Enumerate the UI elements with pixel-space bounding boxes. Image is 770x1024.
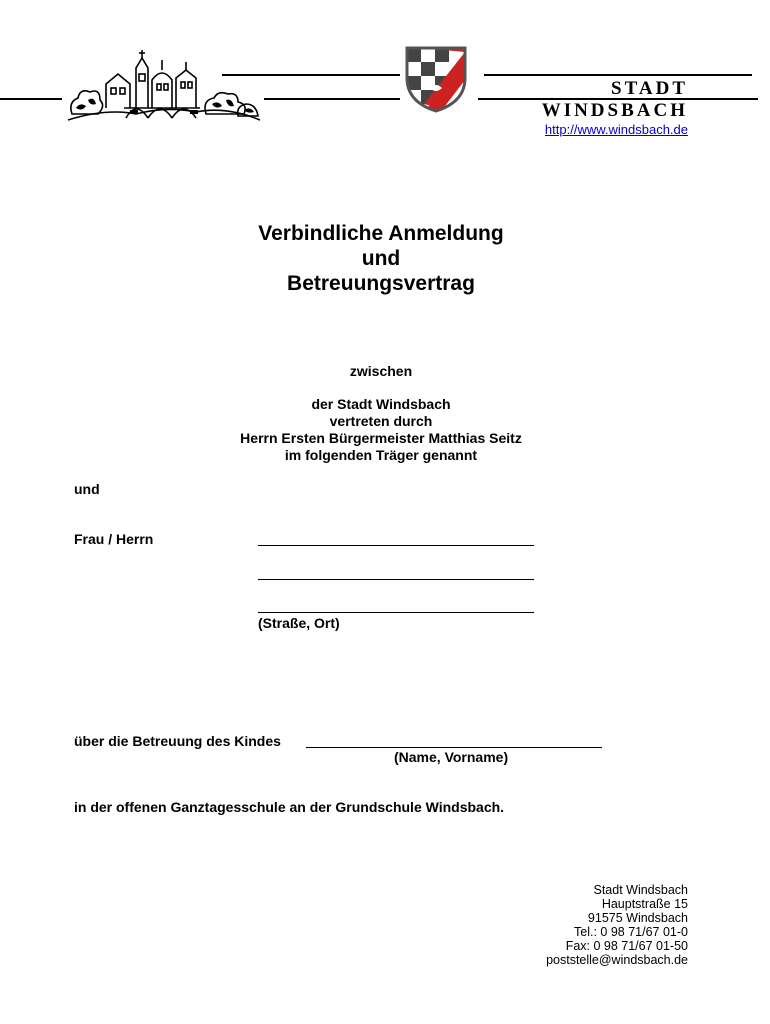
party-two-line2-field[interactable] — [258, 579, 534, 580]
coat-of-arms-emblem — [402, 44, 470, 114]
footer-street: Hauptstraße 15 — [601, 897, 688, 911]
party-one-role: im folgenden Träger genannt — [284, 447, 478, 463]
footer-city: 91575 Windsbach — [587, 911, 688, 925]
between-label: zwischen — [349, 363, 413, 379]
footer-org: Stadt Windsbach — [593, 883, 688, 897]
footer-address — [546, 883, 688, 967]
footer-phone: Tel.: 0 98 71/67 01-0 — [574, 925, 688, 939]
party-two-name-field[interactable] — [258, 545, 534, 546]
child-name-hint: (Name, Vorname) — [394, 749, 509, 765]
title-line-2: und — [361, 247, 401, 270]
child-label: über die Betreuung des Kindes — [74, 733, 281, 749]
party-one-represented: vertreten durch — [329, 413, 433, 429]
title-line-1: Verbindliche Anmeldung — [258, 222, 504, 245]
town-skyline-illustration — [66, 48, 262, 124]
party-one-name: der Stadt Windsbach — [311, 396, 451, 412]
party-one-block — [0, 396, 762, 464]
website-link[interactable]: http://www.windsbach.de — [544, 122, 688, 137]
header-rule-left — [0, 98, 62, 100]
party-two-address-field[interactable] — [258, 612, 534, 613]
footer-email[interactable]: poststelle@windsbach.de — [546, 953, 688, 967]
document-title — [0, 221, 762, 296]
title-line-3: Betreuungsvertrag — [287, 272, 475, 295]
party-one-mayor: Herrn Ersten Bürgermeister Matthias Seitz — [240, 430, 522, 446]
party-two-label: Frau / Herrn — [74, 531, 154, 547]
header-rule-right-upper — [484, 74, 752, 76]
brand-line-windsbach: WINDSBACH — [541, 100, 688, 121]
school-location-text: in der offenen Ganztagesschule an der Grundschule Windsbach. — [74, 799, 505, 815]
and-label: und — [74, 481, 100, 497]
address-hint: (Straße, Ort) — [258, 615, 340, 631]
child-name-field[interactable] — [306, 747, 602, 748]
header-rule-mid-lower — [264, 98, 400, 100]
brand-line-stadt: STADT — [611, 78, 688, 99]
footer-fax: Fax: 0 98 71/67 01-50 — [565, 939, 688, 953]
